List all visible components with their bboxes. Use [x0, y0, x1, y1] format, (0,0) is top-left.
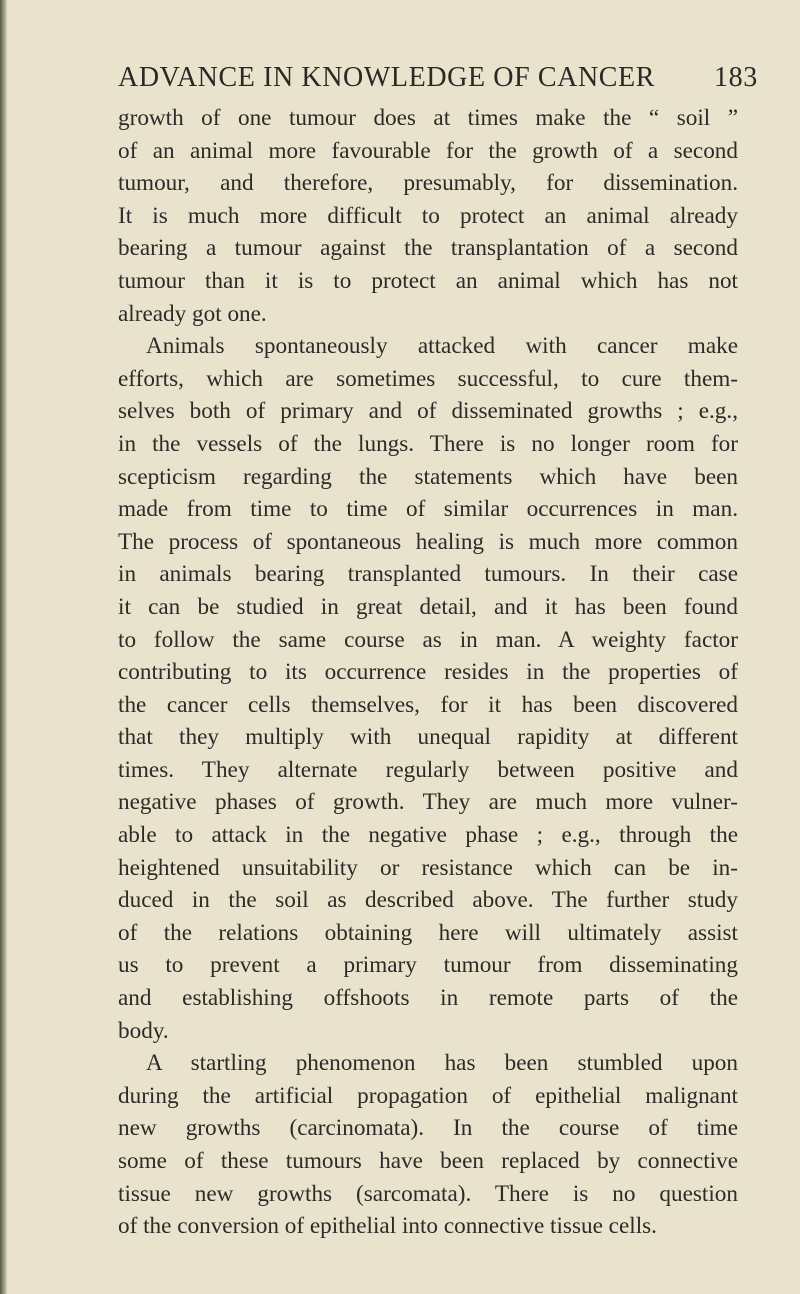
page-number: 183 [714, 62, 758, 93]
text-line: contributing to its occurrence resides in the properties of [118, 659, 738, 686]
running-head [118, 62, 758, 94]
text-line: in animals bearing transplanted tumours. In their case [118, 561, 738, 588]
text-line: It is much more difficult to protect an animal already [118, 202, 738, 229]
text-line: negative phases of growth. They are much more vulner- [118, 789, 738, 816]
text-line: body. [118, 1017, 169, 1044]
text-line: heightened unsuitability or resistance which can be in- [118, 854, 738, 881]
text-line: us to prevent a primary tumour from disseminating [118, 952, 738, 979]
text-line: new growths (carcinomata). In the course of time [118, 1115, 738, 1142]
text-line: The process of spontaneous healing is much more common [118, 528, 738, 555]
text-line: bearing a tumour against the transplantation of a second [118, 235, 738, 262]
text-line: tissue new growths (sarcomata). There is no question [118, 1180, 738, 1207]
text-line: of the conversion of epithelial into connective tissue cells. [118, 1213, 657, 1240]
text-line: times. They alternate regularly between positive and [118, 756, 738, 783]
text-line: tumour than it is to protect an animal which has not [118, 267, 738, 294]
text-line: the cancer cells themselves, for it has been discovered [118, 691, 738, 718]
text-line: already got one. [118, 300, 267, 327]
text-line: of the relations obtaining here will ultimately assist [118, 919, 738, 946]
text-line: of an animal more favourable for the growth of a second [118, 137, 738, 164]
running-head-title: ADVANCE IN KNOWLEDGE OF CANCER [118, 62, 656, 93]
text-line: in the vessels of the lungs. There is no longer room for [118, 430, 738, 457]
text-line: tumour, and therefore, presumably, for dissemination. [118, 170, 738, 197]
text-line: duced in the soil as described above. The further study [118, 887, 738, 914]
text-line: made from time to time of similar occurrences in man. [118, 496, 738, 523]
text-line: it can be studied in great detail, and it has been found [118, 593, 738, 620]
text-line: and establishing offshoots in remote parts of the [118, 985, 738, 1012]
body-text [118, 102, 738, 1243]
text-line: Animals spontaneously attacked with cancer make [146, 333, 738, 360]
text-line: during the artificial propagation of epithelial malignant [118, 1082, 738, 1109]
text-line: scepticism regarding the statements which have been [118, 463, 738, 490]
text-line: to follow the same course as in man. A weighty factor [118, 626, 738, 653]
text-line: efforts, which are sometimes successful, to cure them- [118, 365, 738, 392]
text-line: able to attack in the negative phase ; e.g., through the [118, 822, 738, 849]
text-line: growth of one tumour does at times make the “ soil ” [118, 105, 738, 131]
text-line: selves both of primary and of disseminated growths ; e.g., [118, 398, 738, 425]
page-binding-edge [0, 0, 7, 1294]
text-line: A startling phenomenon has been stumbled upon [146, 1050, 738, 1077]
text-line: that they multiply with unequal rapidity at different [118, 724, 738, 751]
text-line: some of these tumours have been replaced by connective [118, 1148, 738, 1174]
